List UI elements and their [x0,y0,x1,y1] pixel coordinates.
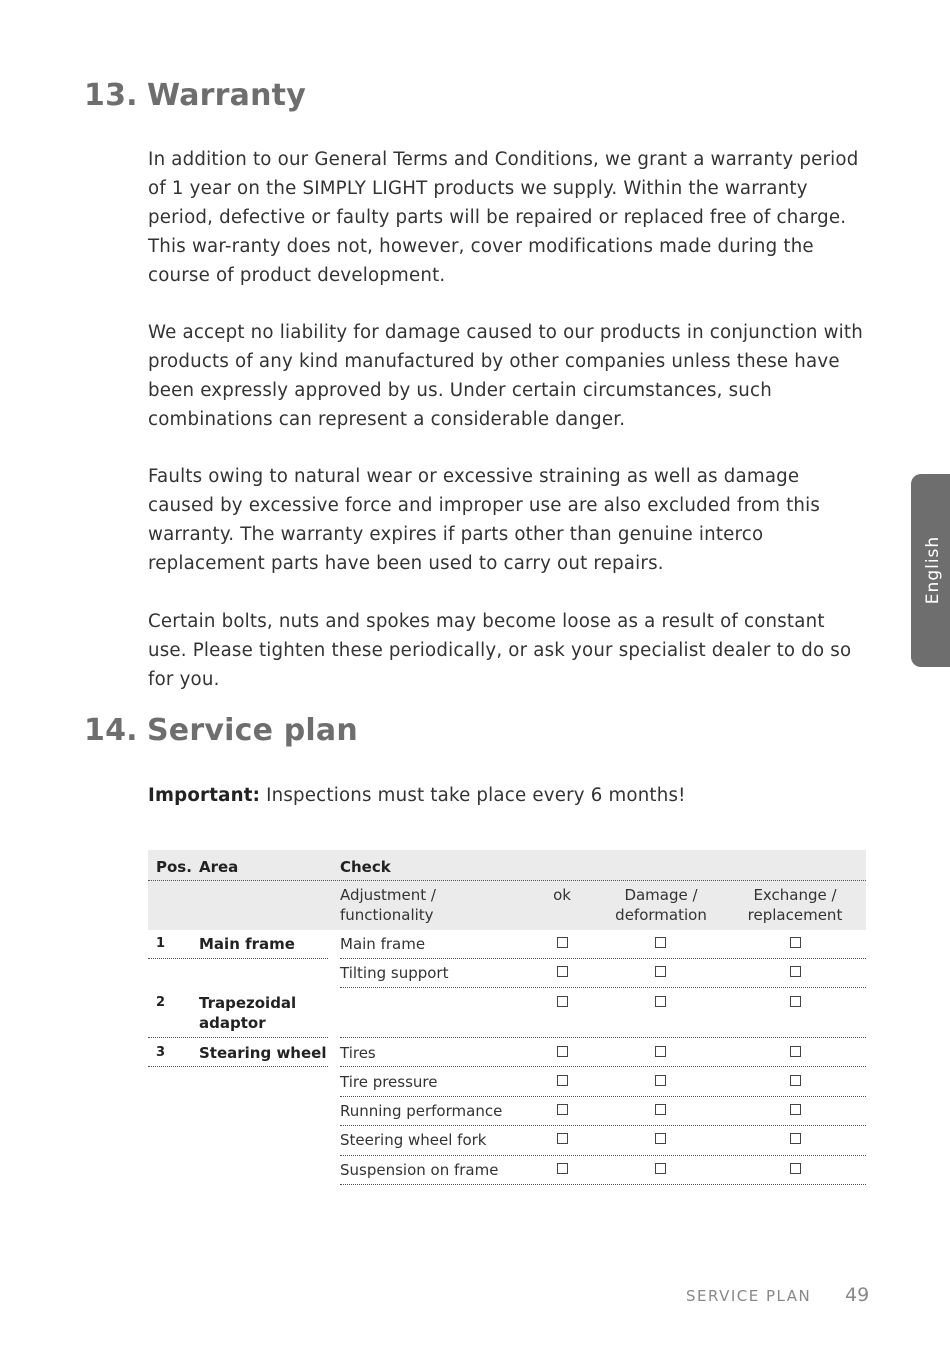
area-divider-3 [148,1066,328,1067]
header-area: Area [199,858,239,876]
exchange-checkbox[interactable] [790,1046,801,1057]
footer-page-number: 49 [845,1284,870,1306]
damage-checkbox[interactable] [655,1133,666,1144]
ok-checkbox[interactable] [557,996,568,1007]
ok-checkbox[interactable] [557,1163,568,1174]
header-adjustment: Adjustment / functionality [340,886,436,924]
service-plan-title: Service plan [147,713,358,748]
header-divider [148,880,866,881]
check-label: Tires [340,1044,376,1062]
important-label: Important: [148,785,261,806]
check-label: Running performance [340,1102,503,1120]
language-tab [911,474,950,667]
service-plan-number: 14. [84,713,138,748]
row-divider [340,987,866,988]
area-pos-1: 1 [156,936,166,951]
row-divider [340,1066,866,1067]
exchange-checkbox[interactable] [790,1133,801,1144]
warranty-number: 13. [84,78,138,113]
row-divider [340,958,866,959]
area-name-3: Stearing wheel [199,1044,327,1062]
header-pos: Pos. [156,858,192,876]
important-note [148,781,686,810]
ok-checkbox[interactable] [557,1046,568,1057]
check-label: Tilting support [340,964,449,982]
area-pos-2: 2 [156,995,166,1010]
row-divider [340,1155,866,1156]
area-name-2: Trapezoidal adaptor [199,994,297,1032]
row-divider [340,1184,866,1185]
damage-checkbox[interactable] [655,996,666,1007]
warranty-paragraph-4: Certain bolts, nuts and spokes may become loose as a result of constant use. Please tighten these periodically, or ask your specialist dealer to do so for you. [148,611,852,690]
area-divider-1 [148,958,328,959]
ok-checkbox[interactable] [557,1133,568,1144]
footer-section-label: SERVICE PLAN [686,1287,812,1305]
header-exchange: Exchange / replacement [747,886,843,924]
check-label: Main frame [340,935,426,953]
damage-checkbox[interactable] [655,1163,666,1174]
ok-checkbox[interactable] [557,1075,568,1086]
header-check: Check [340,858,391,876]
damage-checkbox[interactable] [655,937,666,948]
row-divider [340,1096,866,1097]
exchange-checkbox[interactable] [790,1104,801,1115]
damage-checkbox[interactable] [655,1104,666,1115]
language-tab-label: English [923,535,943,605]
warranty-title: Warranty [147,78,306,113]
area-name-1: Main frame [199,935,295,953]
exchange-checkbox[interactable] [790,996,801,1007]
row-divider [340,1125,866,1126]
exchange-checkbox[interactable] [790,1075,801,1086]
exchange-checkbox[interactable] [790,966,801,977]
damage-checkbox[interactable] [655,1075,666,1086]
ok-checkbox[interactable] [557,966,568,977]
area-divider-2 [148,1037,328,1038]
area-pos-3: 3 [156,1045,166,1060]
warranty-paragraph-3: Faults owing to natural wear or excessive straining as well as damage caused by excessive force and improper use are also excluded from this warranty. The warranty expires if parts other than genuine interco replacement parts have been used to carry out repairs. [148,466,821,574]
ok-checkbox[interactable] [557,937,568,948]
warranty-paragraph-1: In addition to our General Terms and Conditions, we grant a warranty period of 1 year on the SIMPLY LIGHT products we supply. Within the warranty period, defective or faulty parts will be repaired or replaced free of charge. This war-ranty does not, however, cover modifications made during the course of product development. [148,149,859,286]
header-ok: ok [553,886,571,904]
damage-checkbox[interactable] [655,1046,666,1057]
ok-checkbox[interactable] [557,1104,568,1115]
check-label: Tire pressure [340,1073,438,1091]
damage-checkbox[interactable] [655,966,666,977]
important-text: Inspections must take place every 6 months! [260,785,686,806]
row-divider [340,1037,866,1038]
warranty-heading [84,78,306,113]
check-label: Suspension on frame [340,1161,499,1179]
exchange-checkbox[interactable] [790,937,801,948]
header-damage: Damage / deformation [615,886,707,924]
check-label: Steering wheel fork [340,1131,487,1149]
exchange-checkbox[interactable] [790,1163,801,1174]
service-plan-heading [84,713,358,748]
warranty-paragraph-2: We accept no liability for damage caused to our products in conjunction with products of any kind manufactured by other companies unless these have been expressly approved by us. Under certain circumstances, such combinations can represent a considerable danger. [148,322,863,430]
